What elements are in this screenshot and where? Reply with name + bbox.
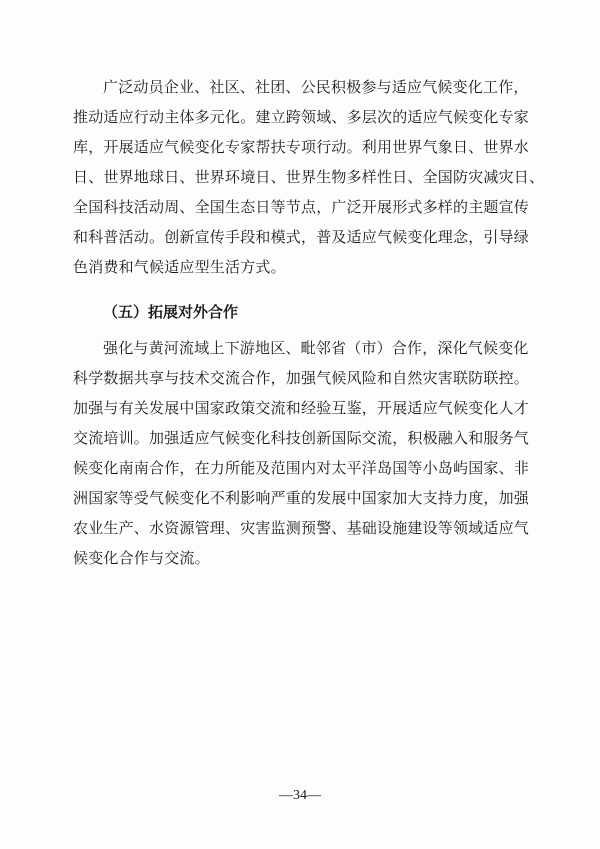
paragraph-line: 强化与黄河流域上下游地区、毗邻省（市）合作，深化气候变化: [103, 339, 529, 357]
paragraph-line: 交流培训。加强适应气候变化科技创新国际交流，积极融入和服务气: [73, 429, 530, 447]
paragraph-line: 科学数据共享与技术交流合作，加强气候风险和自然灾害联防联控。: [73, 369, 530, 387]
paragraph-line: 全国科技活动周、全国生态日等节点，广泛开展形式多样的主题宣传: [73, 198, 530, 216]
paragraph-line: 候变化合作与交流。: [73, 549, 210, 567]
paragraph-line: 广泛动员企业、社区、社团、公民积极参与适应气候变化工作，: [103, 78, 529, 96]
paragraph-line: 推动适应行动主体多元化。建立跨领域、多层次的适应气候变化专家: [73, 108, 530, 126]
paragraph-line: 和科普活动。创新宣传手段和模式，普及适应气候变化理念，引导绿: [73, 228, 530, 246]
paragraph-line: 候变化南南合作，在力所能及范围内对太平洋岛国等小岛屿国家、非: [73, 459, 530, 477]
paragraph-line: 色消费和气候适应型生活方式。: [73, 258, 286, 276]
paragraph-line: 库，开展适应气候变化专家帮扶专项行动。利用世界气象日、世界水: [73, 138, 530, 156]
paragraph-public-participation: [73, 72, 545, 282]
paragraph-line: 农业生产、水资源管理、灾害监测预警、基础设施建设等领域适应气: [73, 519, 530, 537]
page-number: —34—: [279, 788, 321, 803]
paragraph-line: 洲国家等受气候变化不利影响严重的发展中国家加大支持力度，加强: [73, 489, 530, 507]
paragraph-line: 日、世界地球日、世界环境日、世界生物多样性日、全国防灾减灾日、: [73, 168, 545, 186]
paragraph-line: 加强与有关发展中国家政策交流和经验互鉴，开展适应气候变化人才: [73, 399, 530, 417]
paragraph-external-cooperation: [73, 333, 531, 573]
section-heading: （五）拓展对外合作: [103, 303, 239, 321]
